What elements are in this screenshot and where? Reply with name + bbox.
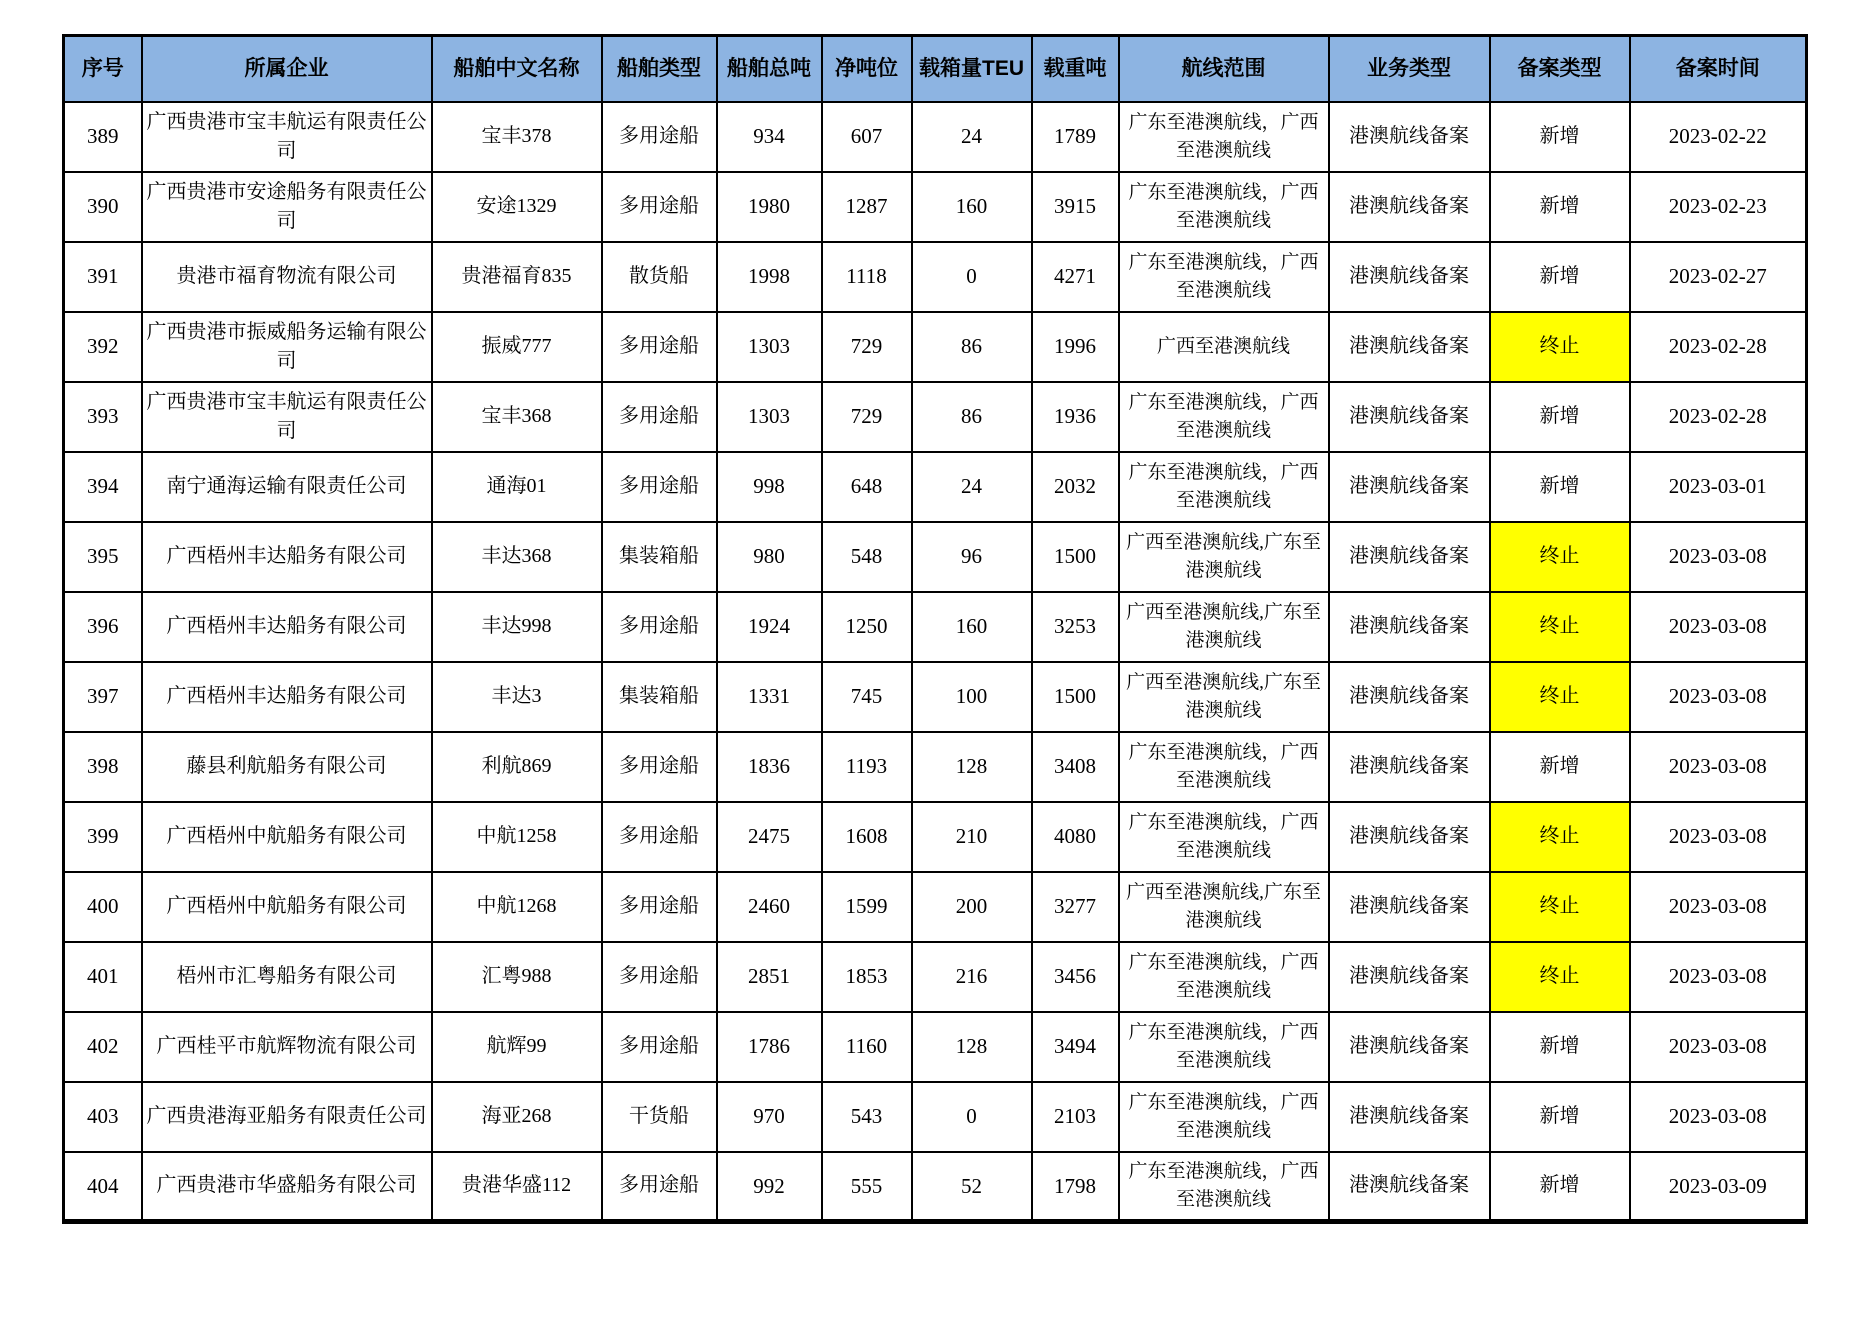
cell-gross-tonnage: 1303 xyxy=(717,382,822,452)
cell-deadweight: 1789 xyxy=(1032,102,1119,172)
cell-net-tonnage: 1608 xyxy=(822,802,912,872)
cell-gross-tonnage: 1331 xyxy=(717,662,822,732)
cell-net-tonnage: 729 xyxy=(822,312,912,382)
cell-filing-date: 2023-02-28 xyxy=(1630,382,1807,452)
cell-business-type: 港澳航线备案 xyxy=(1329,452,1490,522)
cell-seq: 397 xyxy=(64,662,142,732)
cell-route: 广东至港澳航线，广西至港澳航线 xyxy=(1119,802,1329,872)
table-row xyxy=(64,102,1807,172)
cell-filing-date: 2023-03-08 xyxy=(1630,662,1807,732)
cell-teu: 0 xyxy=(912,1082,1032,1152)
cell-gross-tonnage: 2851 xyxy=(717,942,822,1012)
cell-company: 广西贵港市宝丰航运有限责任公司 xyxy=(142,102,432,172)
cell-filing-type: 新增 xyxy=(1490,1152,1630,1222)
cell-business-type: 港澳航线备案 xyxy=(1329,1012,1490,1082)
cell-deadweight: 3277 xyxy=(1032,872,1119,942)
cell-route: 广西至港澳航线,广东至港澳航线 xyxy=(1119,592,1329,662)
cell-teu: 210 xyxy=(912,802,1032,872)
table-row xyxy=(64,312,1807,382)
cell-deadweight: 3253 xyxy=(1032,592,1119,662)
cell-gross-tonnage: 1980 xyxy=(717,172,822,242)
cell-seq: 395 xyxy=(64,522,142,592)
cell-route: 广东至港澳航线，广西至港澳航线 xyxy=(1119,172,1329,242)
cell-net-tonnage: 543 xyxy=(822,1082,912,1152)
cell-company: 广西贵港市安途船务有限责任公司 xyxy=(142,172,432,242)
cell-teu: 200 xyxy=(912,872,1032,942)
col-header-route: 航线范围 xyxy=(1119,36,1329,102)
cell-business-type: 港澳航线备案 xyxy=(1329,382,1490,452)
col-header-gross-tonnage: 船舶总吨 xyxy=(717,36,822,102)
cell-filing-date: 2023-03-08 xyxy=(1630,872,1807,942)
cell-teu: 0 xyxy=(912,242,1032,312)
cell-ship-name: 海亚268 xyxy=(432,1082,602,1152)
cell-gross-tonnage: 934 xyxy=(717,102,822,172)
cell-net-tonnage: 607 xyxy=(822,102,912,172)
cell-deadweight: 1798 xyxy=(1032,1152,1119,1222)
cell-filing-type: 新增 xyxy=(1490,172,1630,242)
cell-company: 藤县利航船务有限公司 xyxy=(142,732,432,802)
cell-seq: 401 xyxy=(64,942,142,1012)
cell-deadweight: 3494 xyxy=(1032,1012,1119,1082)
cell-ship-type: 多用途船 xyxy=(602,102,717,172)
cell-seq: 399 xyxy=(64,802,142,872)
cell-business-type: 港澳航线备案 xyxy=(1329,1152,1490,1222)
cell-deadweight: 1936 xyxy=(1032,382,1119,452)
cell-deadweight: 4271 xyxy=(1032,242,1119,312)
cell-business-type: 港澳航线备案 xyxy=(1329,102,1490,172)
cell-teu: 86 xyxy=(912,382,1032,452)
cell-route: 广东至港澳航线，广西至港澳航线 xyxy=(1119,1082,1329,1152)
cell-gross-tonnage: 1786 xyxy=(717,1012,822,1082)
cell-net-tonnage: 745 xyxy=(822,662,912,732)
cell-net-tonnage: 1193 xyxy=(822,732,912,802)
table-row xyxy=(64,872,1807,942)
cell-company: 广西贵港市华盛船务有限公司 xyxy=(142,1152,432,1222)
cell-ship-type: 多用途船 xyxy=(602,942,717,1012)
cell-route: 广东至港澳航线，广西至港澳航线 xyxy=(1119,732,1329,802)
cell-business-type: 港澳航线备案 xyxy=(1329,732,1490,802)
cell-company: 南宁通海运输有限责任公司 xyxy=(142,452,432,522)
cell-ship-name: 中航1268 xyxy=(432,872,602,942)
cell-filing-date: 2023-03-09 xyxy=(1630,1152,1807,1222)
cell-ship-type: 集装箱船 xyxy=(602,662,717,732)
cell-seq: 404 xyxy=(64,1152,142,1222)
cell-company: 广西桂平市航辉物流有限公司 xyxy=(142,1012,432,1082)
cell-teu: 160 xyxy=(912,172,1032,242)
cell-filing-type: 新增 xyxy=(1490,242,1630,312)
cell-seq: 392 xyxy=(64,312,142,382)
cell-filing-date: 2023-03-08 xyxy=(1630,522,1807,592)
cell-company: 广西梧州丰达船务有限公司 xyxy=(142,662,432,732)
cell-gross-tonnage: 1998 xyxy=(717,242,822,312)
cell-company: 广西梧州丰达船务有限公司 xyxy=(142,522,432,592)
col-header-filing-type: 备案类型 xyxy=(1490,36,1630,102)
cell-gross-tonnage: 1303 xyxy=(717,312,822,382)
cell-business-type: 港澳航线备案 xyxy=(1329,312,1490,382)
cell-route: 广西至港澳航线,广东至港澳航线 xyxy=(1119,522,1329,592)
cell-net-tonnage: 1853 xyxy=(822,942,912,1012)
cell-route: 广东至港澳航线，广西至港澳航线 xyxy=(1119,1152,1329,1222)
col-header-deadweight: 载重吨 xyxy=(1032,36,1119,102)
table-row xyxy=(64,592,1807,662)
cell-net-tonnage: 1160 xyxy=(822,1012,912,1082)
cell-filing-type: 新增 xyxy=(1490,452,1630,522)
cell-ship-name: 汇粤988 xyxy=(432,942,602,1012)
cell-route: 广东至港澳航线，广西至港澳航线 xyxy=(1119,1012,1329,1082)
cell-filing-type: 新增 xyxy=(1490,1082,1630,1152)
table-row xyxy=(64,452,1807,522)
table-row xyxy=(64,732,1807,802)
cell-gross-tonnage: 1836 xyxy=(717,732,822,802)
cell-seq: 403 xyxy=(64,1082,142,1152)
cell-filing-date: 2023-03-08 xyxy=(1630,802,1807,872)
cell-seq: 390 xyxy=(64,172,142,242)
cell-seq: 394 xyxy=(64,452,142,522)
cell-ship-name: 通海01 xyxy=(432,452,602,522)
cell-ship-type: 多用途船 xyxy=(602,172,717,242)
cell-net-tonnage: 729 xyxy=(822,382,912,452)
cell-seq: 396 xyxy=(64,592,142,662)
cell-filing-type: 新增 xyxy=(1490,382,1630,452)
cell-net-tonnage: 555 xyxy=(822,1152,912,1222)
cell-teu: 128 xyxy=(912,1012,1032,1082)
cell-company: 广西贵港市宝丰航运有限责任公司 xyxy=(142,382,432,452)
cell-filing-type: 新增 xyxy=(1490,1012,1630,1082)
col-header-seq: 序号 xyxy=(64,36,142,102)
cell-deadweight: 4080 xyxy=(1032,802,1119,872)
cell-filing-date: 2023-02-27 xyxy=(1630,242,1807,312)
cell-business-type: 港澳航线备案 xyxy=(1329,942,1490,1012)
cell-route: 广东至港澳航线，广西至港澳航线 xyxy=(1119,102,1329,172)
table-row xyxy=(64,1152,1807,1222)
header-row xyxy=(64,36,1807,102)
table-row xyxy=(64,1082,1807,1152)
cell-ship-type: 多用途船 xyxy=(602,1012,717,1082)
cell-net-tonnage: 1599 xyxy=(822,872,912,942)
cell-ship-name: 宝丰378 xyxy=(432,102,602,172)
table-row xyxy=(64,942,1807,1012)
col-header-net-tonnage: 净吨位 xyxy=(822,36,912,102)
cell-deadweight: 2032 xyxy=(1032,452,1119,522)
cell-seq: 398 xyxy=(64,732,142,802)
cell-business-type: 港澳航线备案 xyxy=(1329,1082,1490,1152)
cell-filing-type: 终止 xyxy=(1490,942,1630,1012)
cell-filing-date: 2023-03-01 xyxy=(1630,452,1807,522)
cell-teu: 216 xyxy=(912,942,1032,1012)
cell-filing-date: 2023-03-08 xyxy=(1630,592,1807,662)
cell-route: 广西至港澳航线 xyxy=(1119,312,1329,382)
table-row xyxy=(64,522,1807,592)
cell-company: 贵港市福育物流有限公司 xyxy=(142,242,432,312)
cell-ship-type: 多用途船 xyxy=(602,732,717,802)
cell-teu: 24 xyxy=(912,452,1032,522)
col-header-ship-name: 船舶中文名称 xyxy=(432,36,602,102)
cell-ship-type: 干货船 xyxy=(602,1082,717,1152)
cell-net-tonnage: 548 xyxy=(822,522,912,592)
cell-ship-type: 多用途船 xyxy=(602,592,717,662)
cell-net-tonnage: 648 xyxy=(822,452,912,522)
cell-filing-date: 2023-03-08 xyxy=(1630,1012,1807,1082)
cell-filing-type: 终止 xyxy=(1490,662,1630,732)
cell-ship-name: 利航869 xyxy=(432,732,602,802)
cell-ship-name: 中航1258 xyxy=(432,802,602,872)
cell-company: 梧州市汇粤船务有限公司 xyxy=(142,942,432,1012)
cell-ship-name: 贵港华盛112 xyxy=(432,1152,602,1222)
cell-route: 广东至港澳航线，广西至港澳航线 xyxy=(1119,452,1329,522)
cell-deadweight: 1500 xyxy=(1032,522,1119,592)
ship-filing-table xyxy=(62,34,1808,1224)
cell-ship-name: 宝丰368 xyxy=(432,382,602,452)
cell-ship-type: 多用途船 xyxy=(602,312,717,382)
cell-route: 广东至港澳航线，广西至港澳航线 xyxy=(1119,382,1329,452)
cell-gross-tonnage: 980 xyxy=(717,522,822,592)
cell-gross-tonnage: 998 xyxy=(717,452,822,522)
cell-ship-name: 丰达998 xyxy=(432,592,602,662)
cell-seq: 389 xyxy=(64,102,142,172)
cell-ship-name: 安途1329 xyxy=(432,172,602,242)
cell-net-tonnage: 1118 xyxy=(822,242,912,312)
cell-ship-type: 集装箱船 xyxy=(602,522,717,592)
cell-filing-date: 2023-03-08 xyxy=(1630,942,1807,1012)
cell-business-type: 港澳航线备案 xyxy=(1329,662,1490,732)
cell-gross-tonnage: 992 xyxy=(717,1152,822,1222)
table-row xyxy=(64,172,1807,242)
cell-business-type: 港澳航线备案 xyxy=(1329,242,1490,312)
cell-route: 广西至港澳航线,广东至港澳航线 xyxy=(1119,872,1329,942)
col-header-filing-date: 备案时间 xyxy=(1630,36,1807,102)
cell-ship-type: 多用途船 xyxy=(602,872,717,942)
cell-route: 广东至港澳航线，广西至港澳航线 xyxy=(1119,242,1329,312)
cell-ship-name: 航辉99 xyxy=(432,1012,602,1082)
cell-filing-type: 新增 xyxy=(1490,732,1630,802)
cell-teu: 86 xyxy=(912,312,1032,382)
cell-company: 广西梧州中航船务有限公司 xyxy=(142,872,432,942)
cell-filing-type: 终止 xyxy=(1490,802,1630,872)
table-row xyxy=(64,802,1807,872)
cell-seq: 400 xyxy=(64,872,142,942)
cell-ship-name: 振威777 xyxy=(432,312,602,382)
cell-business-type: 港澳航线备案 xyxy=(1329,592,1490,662)
col-header-teu: 载箱量TEU xyxy=(912,36,1032,102)
cell-deadweight: 3408 xyxy=(1032,732,1119,802)
table-row xyxy=(64,242,1807,312)
cell-seq: 393 xyxy=(64,382,142,452)
cell-business-type: 港澳航线备案 xyxy=(1329,522,1490,592)
cell-gross-tonnage: 1924 xyxy=(717,592,822,662)
cell-filing-type: 新增 xyxy=(1490,102,1630,172)
cell-filing-date: 2023-03-08 xyxy=(1630,732,1807,802)
cell-deadweight: 2103 xyxy=(1032,1082,1119,1152)
cell-ship-name: 丰达3 xyxy=(432,662,602,732)
cell-gross-tonnage: 970 xyxy=(717,1082,822,1152)
cell-company: 广西贵港市振威船务运输有限公司 xyxy=(142,312,432,382)
cell-net-tonnage: 1250 xyxy=(822,592,912,662)
cell-company: 广西贵港海亚船务有限责任公司 xyxy=(142,1082,432,1152)
table-row xyxy=(64,382,1807,452)
col-header-ship-type: 船舶类型 xyxy=(602,36,717,102)
cell-business-type: 港澳航线备案 xyxy=(1329,872,1490,942)
cell-filing-date: 2023-02-28 xyxy=(1630,312,1807,382)
cell-business-type: 港澳航线备案 xyxy=(1329,802,1490,872)
col-header-business-type: 业务类型 xyxy=(1329,36,1490,102)
cell-ship-type: 散货船 xyxy=(602,242,717,312)
cell-teu: 52 xyxy=(912,1152,1032,1222)
table-row xyxy=(64,662,1807,732)
cell-ship-type: 多用途船 xyxy=(602,382,717,452)
cell-ship-type: 多用途船 xyxy=(602,452,717,522)
cell-teu: 160 xyxy=(912,592,1032,662)
cell-filing-type: 终止 xyxy=(1490,522,1630,592)
cell-ship-type: 多用途船 xyxy=(602,802,717,872)
cell-gross-tonnage: 2475 xyxy=(717,802,822,872)
cell-net-tonnage: 1287 xyxy=(822,172,912,242)
col-header-company: 所属企业 xyxy=(142,36,432,102)
cell-ship-name: 丰达368 xyxy=(432,522,602,592)
cell-teu: 96 xyxy=(912,522,1032,592)
cell-ship-type: 多用途船 xyxy=(602,1152,717,1222)
cell-teu: 128 xyxy=(912,732,1032,802)
cell-company: 广西梧州中航船务有限公司 xyxy=(142,802,432,872)
cell-gross-tonnage: 2460 xyxy=(717,872,822,942)
cell-business-type: 港澳航线备案 xyxy=(1329,172,1490,242)
cell-filing-date: 2023-03-08 xyxy=(1630,1082,1807,1152)
cell-filing-date: 2023-02-22 xyxy=(1630,102,1807,172)
table-row xyxy=(64,1012,1807,1082)
cell-seq: 391 xyxy=(64,242,142,312)
cell-filing-type: 终止 xyxy=(1490,592,1630,662)
cell-route: 广西至港澳航线,广东至港澳航线 xyxy=(1119,662,1329,732)
cell-deadweight: 3456 xyxy=(1032,942,1119,1012)
cell-route: 广东至港澳航线，广西至港澳航线 xyxy=(1119,942,1329,1012)
cell-deadweight: 3915 xyxy=(1032,172,1119,242)
cell-teu: 100 xyxy=(912,662,1032,732)
cell-company: 广西梧州丰达船务有限公司 xyxy=(142,592,432,662)
cell-deadweight: 1996 xyxy=(1032,312,1119,382)
cell-filing-type: 终止 xyxy=(1490,312,1630,382)
cell-teu: 24 xyxy=(912,102,1032,172)
cell-deadweight: 1500 xyxy=(1032,662,1119,732)
cell-filing-date: 2023-02-23 xyxy=(1630,172,1807,242)
cell-seq: 402 xyxy=(64,1012,142,1082)
cell-filing-type: 终止 xyxy=(1490,872,1630,942)
cell-ship-name: 贵港福育835 xyxy=(432,242,602,312)
